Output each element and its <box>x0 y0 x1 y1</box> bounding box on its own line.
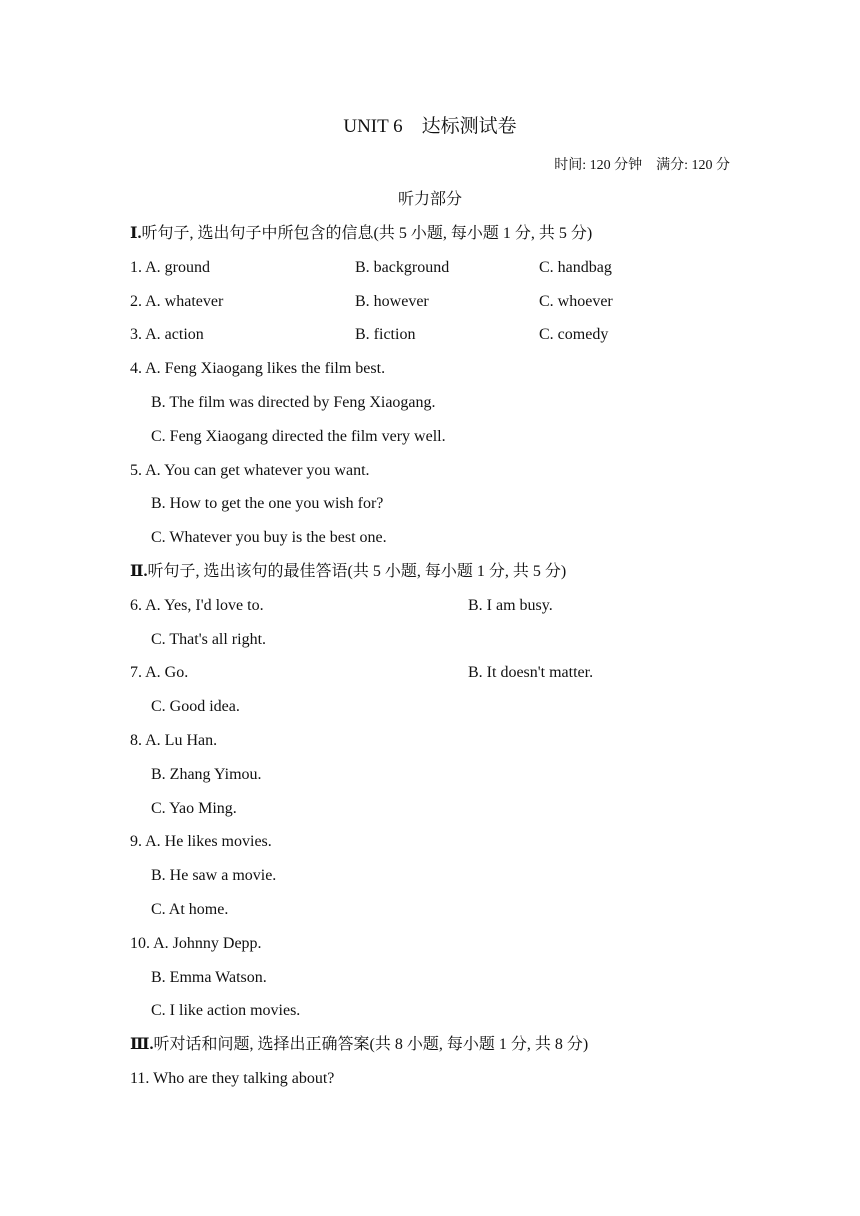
option-c: C. comedy <box>539 326 609 344</box>
question-2 <box>130 290 740 324</box>
section-instructions: 听句子, 选出句子中所包含的信息(共 5 小题, 每小题 1 分, 共 5 分) <box>141 225 593 242</box>
question-11: 11. Who are they talking about? <box>130 1069 335 1087</box>
question-9-option-a: 9. A. He likes movies. <box>130 833 272 851</box>
question-9-option-c: C. At home. <box>151 900 229 918</box>
section-1-heading <box>130 222 740 256</box>
question-10-option-a: 10. A. Johnny Depp. <box>130 934 262 952</box>
time-info: 时间: 120 分钟 满分: 120 分 <box>554 158 730 173</box>
question-1 <box>130 256 740 290</box>
page-title: UNIT 6 达标测试卷 <box>343 116 517 137</box>
option-a: 2. A. whatever <box>130 292 224 310</box>
option-c: C. whoever <box>539 292 613 310</box>
question-9-option-b: B. He saw a movie. <box>151 867 277 885</box>
question-7 <box>130 661 740 695</box>
section-2-heading <box>130 560 740 594</box>
question-4-option-c: C. Feng Xiaogang directed the film very well. <box>151 427 446 445</box>
option-a: 6. A. Yes, I'd love to. <box>130 596 264 614</box>
question-7-option-c: C. Good idea. <box>151 698 240 716</box>
part-title: 听力部分 <box>397 191 462 208</box>
option-a: 3. A. action <box>130 326 204 344</box>
question-10-option-c: C. I like action movies. <box>151 1002 301 1020</box>
section-number: Ⅲ. <box>130 1036 154 1054</box>
question-4-option-a: 4. A. Feng Xiaogang likes the film best. <box>130 360 386 378</box>
section-number: Ⅱ. <box>130 562 148 580</box>
section-instructions: 听对话和问题, 选择出正确答案(共 8 小题, 每小题 1 分, 共 8 分) <box>153 1036 589 1054</box>
option-b: B. however <box>355 292 429 310</box>
option-b: B. background <box>355 258 450 276</box>
option-a: 1. A. ground <box>130 258 210 276</box>
section-3-heading <box>130 1033 740 1067</box>
question-5-option-b: B. How to get the one you wish for? <box>151 495 384 513</box>
question-8-option-c: C. Yao Ming. <box>151 799 237 817</box>
question-10-option-b: B. Emma Watson. <box>151 968 267 986</box>
section-instructions: 听句子, 选出该句的最佳答语(共 5 小题, 每小题 1 分, 共 5 分) <box>147 562 567 580</box>
section-number: Ⅰ. <box>130 225 142 242</box>
exam-content <box>130 222 740 1101</box>
question-8-option-b: B. Zhang Yimou. <box>151 765 262 783</box>
question-5-option-a: 5. A. You can get whatever you want. <box>130 461 370 479</box>
question-3 <box>130 323 740 357</box>
option-b: B. fiction <box>355 326 416 344</box>
question-4-option-b: B. The film was directed by Feng Xiaogang. <box>151 393 436 411</box>
question-8-option-a: 8. A. Lu Han. <box>130 731 218 749</box>
question-5-option-c: C. Whatever you buy is the best one. <box>151 529 387 547</box>
option-b: B. I am busy. <box>468 596 553 614</box>
question-6 <box>130 594 740 628</box>
option-b: B. It doesn't matter. <box>468 664 594 682</box>
option-c: C. handbag <box>539 258 612 276</box>
option-a: 7. A. Go. <box>130 664 189 682</box>
question-6-option-c: C. That's all right. <box>151 630 267 648</box>
